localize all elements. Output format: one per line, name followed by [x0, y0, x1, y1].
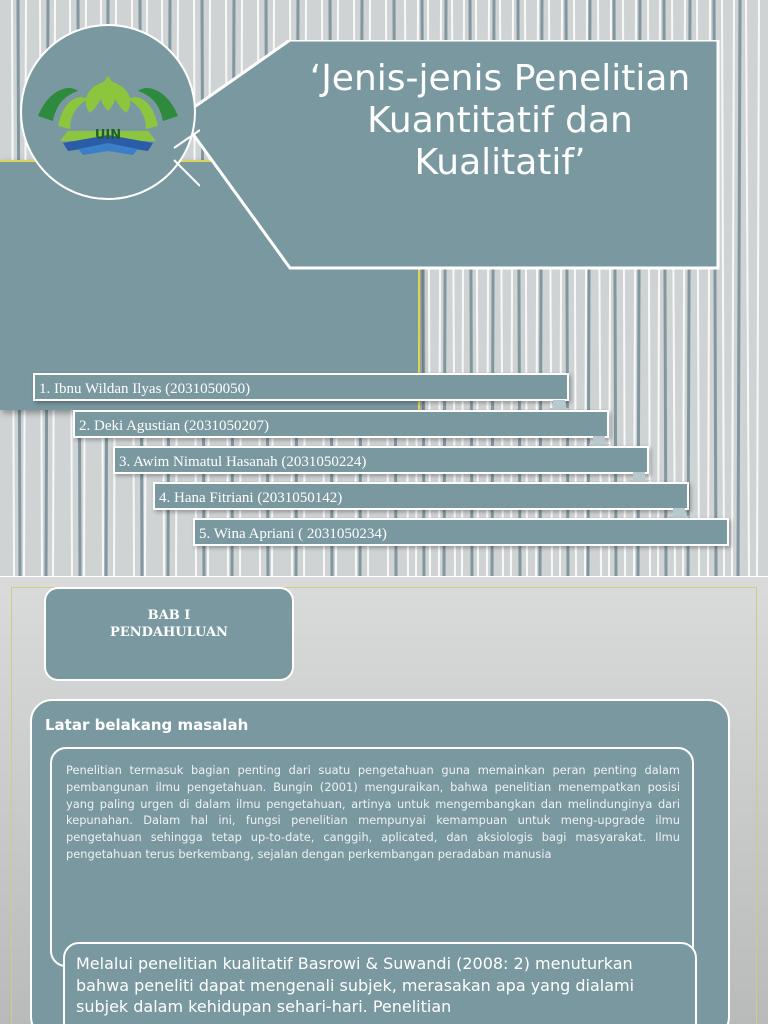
- member-item-1: 1. Ibnu Wildan Ilyas (2031050050): [33, 373, 569, 401]
- member-item-5: 5. Wina Apriani ( 2031050234): [193, 518, 729, 546]
- section-title: Latar belakang masalah: [45, 716, 249, 734]
- chapter-title: PENDAHULUAN: [110, 625, 228, 640]
- member-item-2: 2. Deki Agustian (2031050207): [73, 410, 609, 438]
- member-item-3: 3. Awim Nimatul Hasanah (2031050224): [113, 446, 649, 474]
- introduction-slide: [0, 577, 768, 1024]
- chapter-number: BAB I: [147, 608, 191, 623]
- chapter-heading-box: [44, 587, 294, 681]
- member-item-4: 4. Hana Fitriani (2031050142): [153, 482, 689, 510]
- quote-text: Melalui penelitian kualitatif Basrowi & Suwandi (2008: 2) menuturkan bahwa peneliti dapat mengenali subjek, merasakan apa yang dialami subjek dalam kehidupan sehari-hari. Penelitian: [76, 954, 635, 1016]
- background-paragraph: Penelitian termasuk bagian penting dari suatu pengetahuan guna memainkan peran penting dalam pembangunan ilmu pengetahuan. Bungin (2001) menguraikan, bahwa penelitian menempatkan posisi yang paling urgen di dalam ilmu pengetahuan, artinya untuk mengembangkan dan melindunginya dari kepunahan. Dalam hal ini, fungsi penelitian mempunyai kemampuan untuk meng-upgrade ilmu pengetahuan sehingga tetap up-to-date, canggih, aplicated, dan aksiologis bagi masyarakat. Ilmu pengetahuan terus berkembang, sejalan dengan perkembangan peradaban manusia: [66, 763, 680, 861]
- slide-title: ‘Jenis-jenis Penelitian Kuantitatif dan Kualitatif’: [309, 58, 691, 183]
- logo-text: UIN: [94, 128, 122, 143]
- logo-connector-lines: [160, 120, 200, 220]
